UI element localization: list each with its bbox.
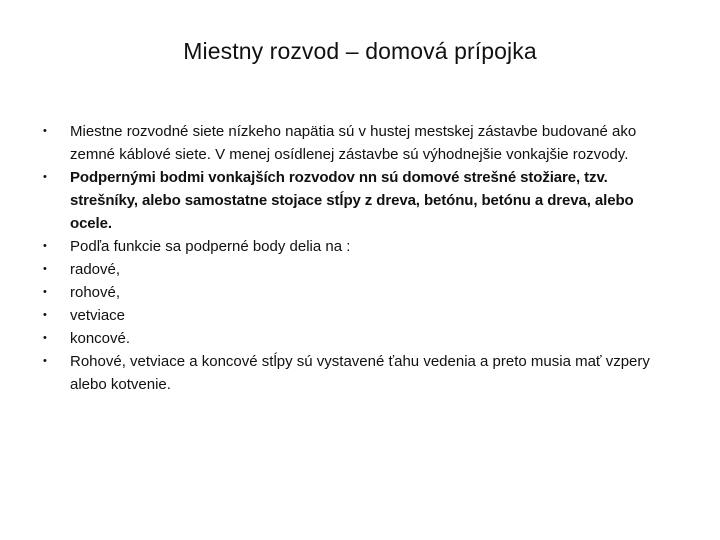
bullet-icon: • <box>43 240 47 252</box>
bullet-icon: • <box>43 355 47 367</box>
slide-title: Miestny rozvod – domová prípojka <box>183 38 537 64</box>
bullet-icon: • <box>43 125 47 137</box>
bullet-icon: • <box>43 171 47 183</box>
bullet-text: Rohové, vetviace a koncové stĺpy sú vystavené ťahu vedenia a preto musia mať vzpery alebo kotvenie. <box>70 353 650 393</box>
list-item <box>0 281 670 304</box>
list-item <box>0 235 670 258</box>
list-item <box>0 327 670 350</box>
bullet-icon: • <box>43 286 47 298</box>
list-item <box>0 304 670 327</box>
bullet-text: Podľa funkcie sa podperné body delia na : <box>70 238 351 255</box>
bullet-text: vetviace <box>70 307 126 324</box>
bullet-list <box>0 120 720 396</box>
bullet-text: koncové. <box>70 330 131 347</box>
bullet-icon: • <box>43 309 47 321</box>
list-item <box>0 120 670 166</box>
list-item <box>0 258 670 281</box>
list-item <box>0 166 670 235</box>
list-item <box>0 350 670 396</box>
bullet-text: Podpernými bodmi vonkajších rozvodov nn sú domové strešné stožiare, tzv. strešníky, alebo samostatne stojace stĺpy z dreva, betónu, betónu a dreva, alebo ocele. <box>70 169 634 232</box>
bullet-text: radové, <box>70 261 121 278</box>
bullet-text: Miestne rozvodné siete nízkeho napätia sú v hustej mestskej zástavbe budované ako zemné káblové siete. V menej osídlenej zástavbe sú výhodnejšie vonkajšie rozvody. <box>70 123 637 163</box>
bullet-icon: • <box>43 263 47 275</box>
bullet-text: rohové, <box>70 284 121 301</box>
bullet-icon: • <box>43 332 47 344</box>
